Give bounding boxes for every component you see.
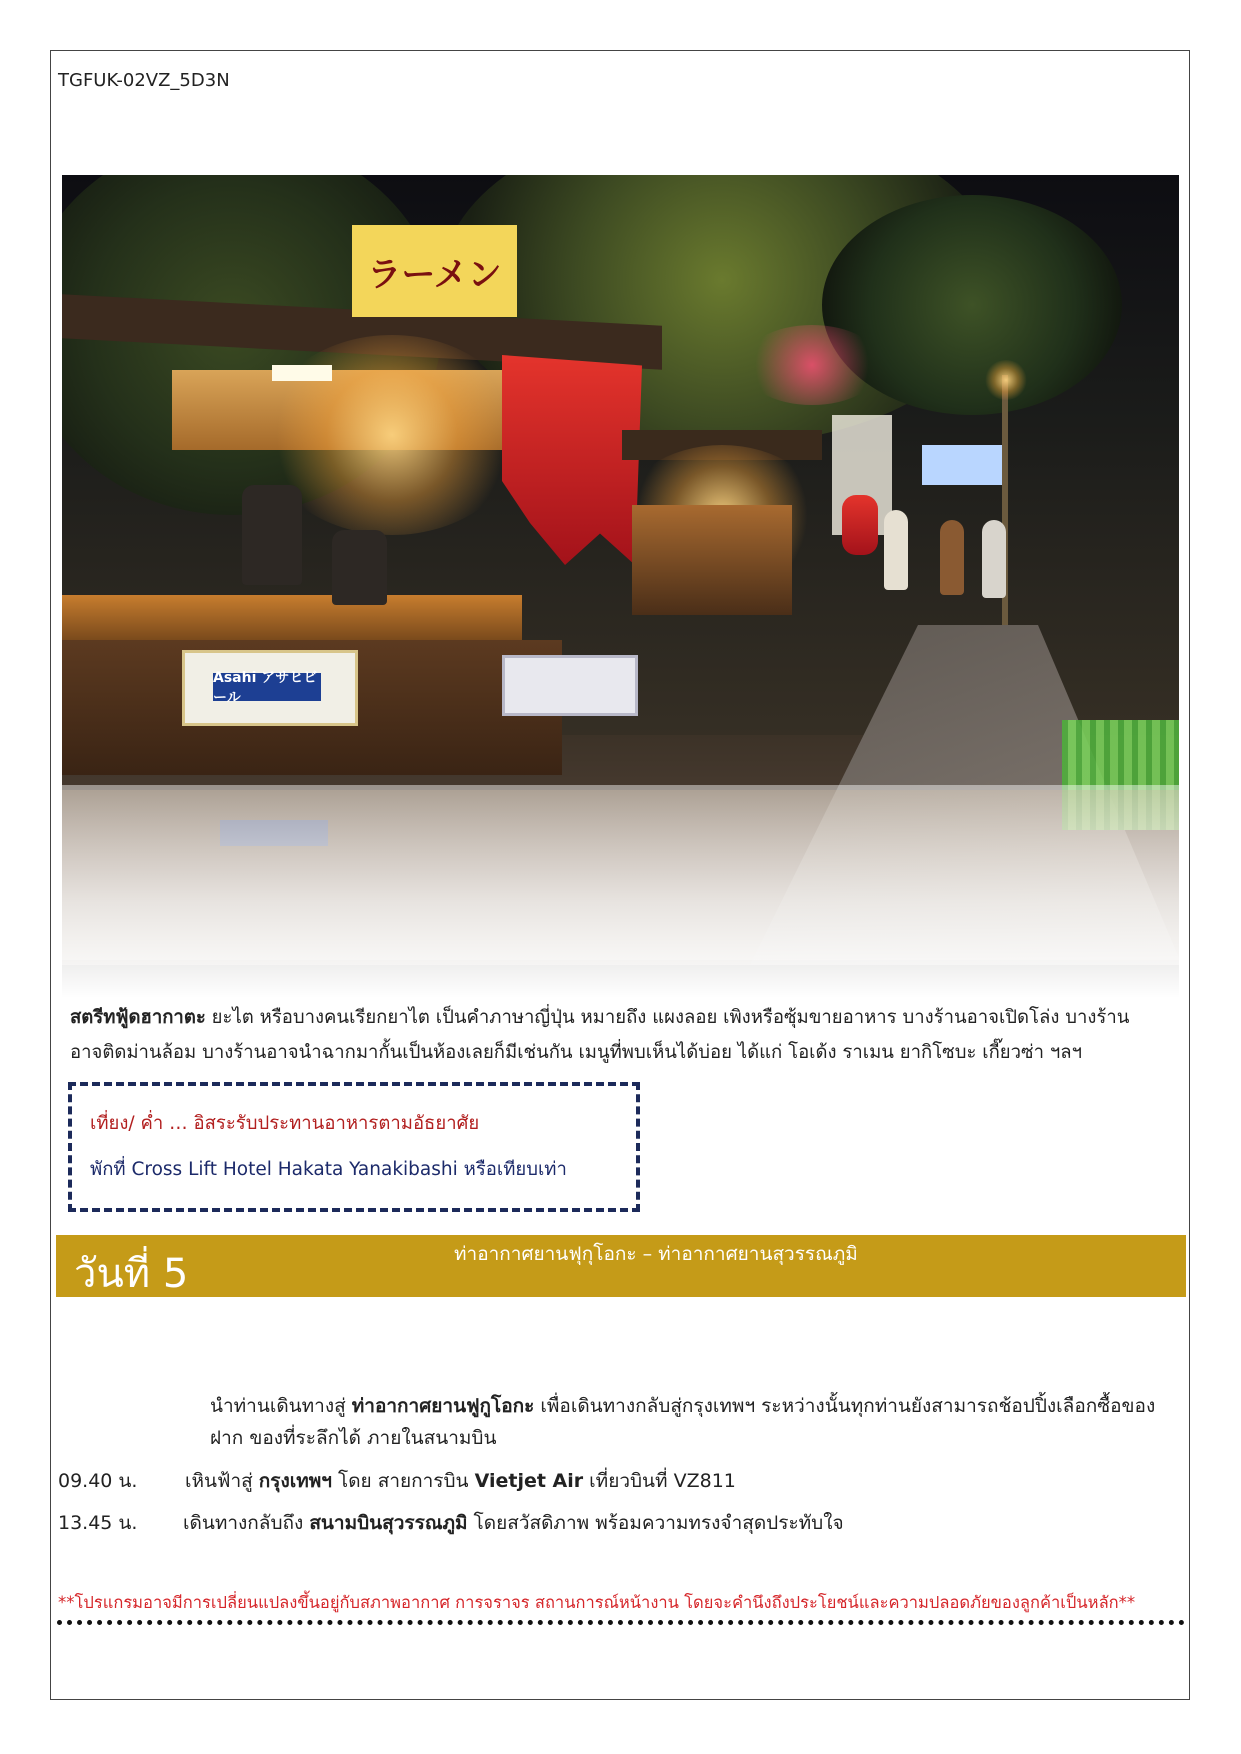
schedule-detail-pre: เหินฟ้าสู่ — [185, 1470, 259, 1492]
schedule-detail-pre: เดินทางกลับถึง — [183, 1512, 310, 1534]
hotel-info: พักที่ Cross Lift Hotel Hakata Yanakibashi หรือเทียบเท่า — [90, 1159, 567, 1180]
schedule-time: 09.40 น. — [58, 1470, 138, 1492]
photo-far-stall — [632, 505, 792, 615]
schedule-detail-bold: สนามบินสุวรรณภูมิ — [309, 1512, 468, 1534]
intro-airport: ท่าอากาศยานฟูกูโอกะ — [351, 1395, 535, 1417]
photo-cook-2 — [332, 530, 387, 605]
photo-pedestrian-2 — [940, 520, 964, 595]
schedule-detail-airline: Vietjet Air — [474, 1470, 584, 1492]
dotted-divider — [57, 1620, 1185, 1625]
description-body: ยะไต หรือบางคนเรียกยาไต เป็นคำภาษาญี่ปุ่น หมายถึง แผงลอย เพิงหรือซุ้มขายอาหาร บางร้านอาจเปิดโล่ง บางร้านอาจติดม่านล้อม บางร้านอาจนำฉากมากั้นเป็นห้องเลยก็มีเช่นกัน เมนูที่พบเห็นได้บ่อย ได้แก่ โอเด้ง ราเมน ยากิโซบะ เกี๊ยวซ่า ฯลฯ — [70, 1007, 1130, 1063]
photo-pedestrian-3 — [982, 520, 1006, 598]
day-header-band — [56, 1235, 1186, 1297]
photo-small-sign — [272, 365, 332, 381]
intro-prefix: นำท่านเดินทางสู่ — [210, 1395, 352, 1417]
schedule-detail — [185, 1466, 736, 1496]
description-title: สตรีทฟู้ดฮากาตะ — [70, 1007, 206, 1028]
photo-ramen-sign: ラーメン — [352, 225, 517, 317]
meal-info: เที่ยง/ ค่ำ … อิสระรับประทานอาหารตามอัธยาศัย — [90, 1113, 480, 1134]
photo-billboard — [922, 445, 1002, 485]
meal-hotel-box — [68, 1082, 640, 1212]
tour-code: TGFUK-02VZ_5D3N — [58, 70, 230, 91]
schedule-detail-bold: กรุงเทพฯ — [258, 1470, 332, 1492]
photo-beer-crate-label: Asahi アサヒビール — [213, 673, 321, 701]
schedule-detail-post: โดยสวัสดิภาพ พร้อมความทรงจำสุดประทับใจ — [467, 1512, 844, 1534]
photo-neon-glow — [742, 325, 882, 405]
schedule-detail-post: โดย สายการบิน — [331, 1470, 475, 1492]
intro-rest: เพื่อเดินทางกลับสู่กรุงเทพฯ ระหว่างนั้นทุกท่านยังสามารถช้อปปิ้งเลือกซื้อของฝาก ของที่ระลึกได้ ภายในสนามบิน — [210, 1395, 1156, 1449]
schedule-time: 13.45 น. — [58, 1512, 138, 1534]
day-route: ท่าอากาศยานฟุกุโอกะ – ท่าอากาศยานสุวรรณภูมิ — [454, 1243, 858, 1265]
street-food-description — [70, 1000, 1140, 1070]
photo-lamp-glow — [984, 360, 1028, 400]
photo-stall-counter — [62, 595, 522, 640]
photo-red-lantern — [842, 495, 878, 555]
photo-fade-overlay — [62, 785, 1179, 998]
program-change-note: **โปรแกรมอาจมีการเปลี่ยนแปลงขึ้นอยู่กับสภาพอากาศ การจราจร สถานการณ์หน้างาน โดยจะคำนึงถึงประโยชน์และความปลอดภัยของลูกค้าเป็นหลัก** — [58, 1593, 1136, 1612]
schedule-detail — [183, 1508, 844, 1538]
photo-plastic-box — [502, 655, 638, 716]
day-label: วันที่ 5 — [74, 1251, 189, 1297]
hakata-street-food-photo — [62, 175, 1179, 998]
photo-cook-1 — [242, 485, 302, 585]
itinerary-intro — [210, 1390, 1185, 1454]
photo-beer-crate — [182, 650, 358, 726]
schedule-detail-flight: เที่ยวบินที่ VZ811 — [583, 1470, 736, 1492]
photo-pedestrian-1 — [884, 510, 908, 590]
